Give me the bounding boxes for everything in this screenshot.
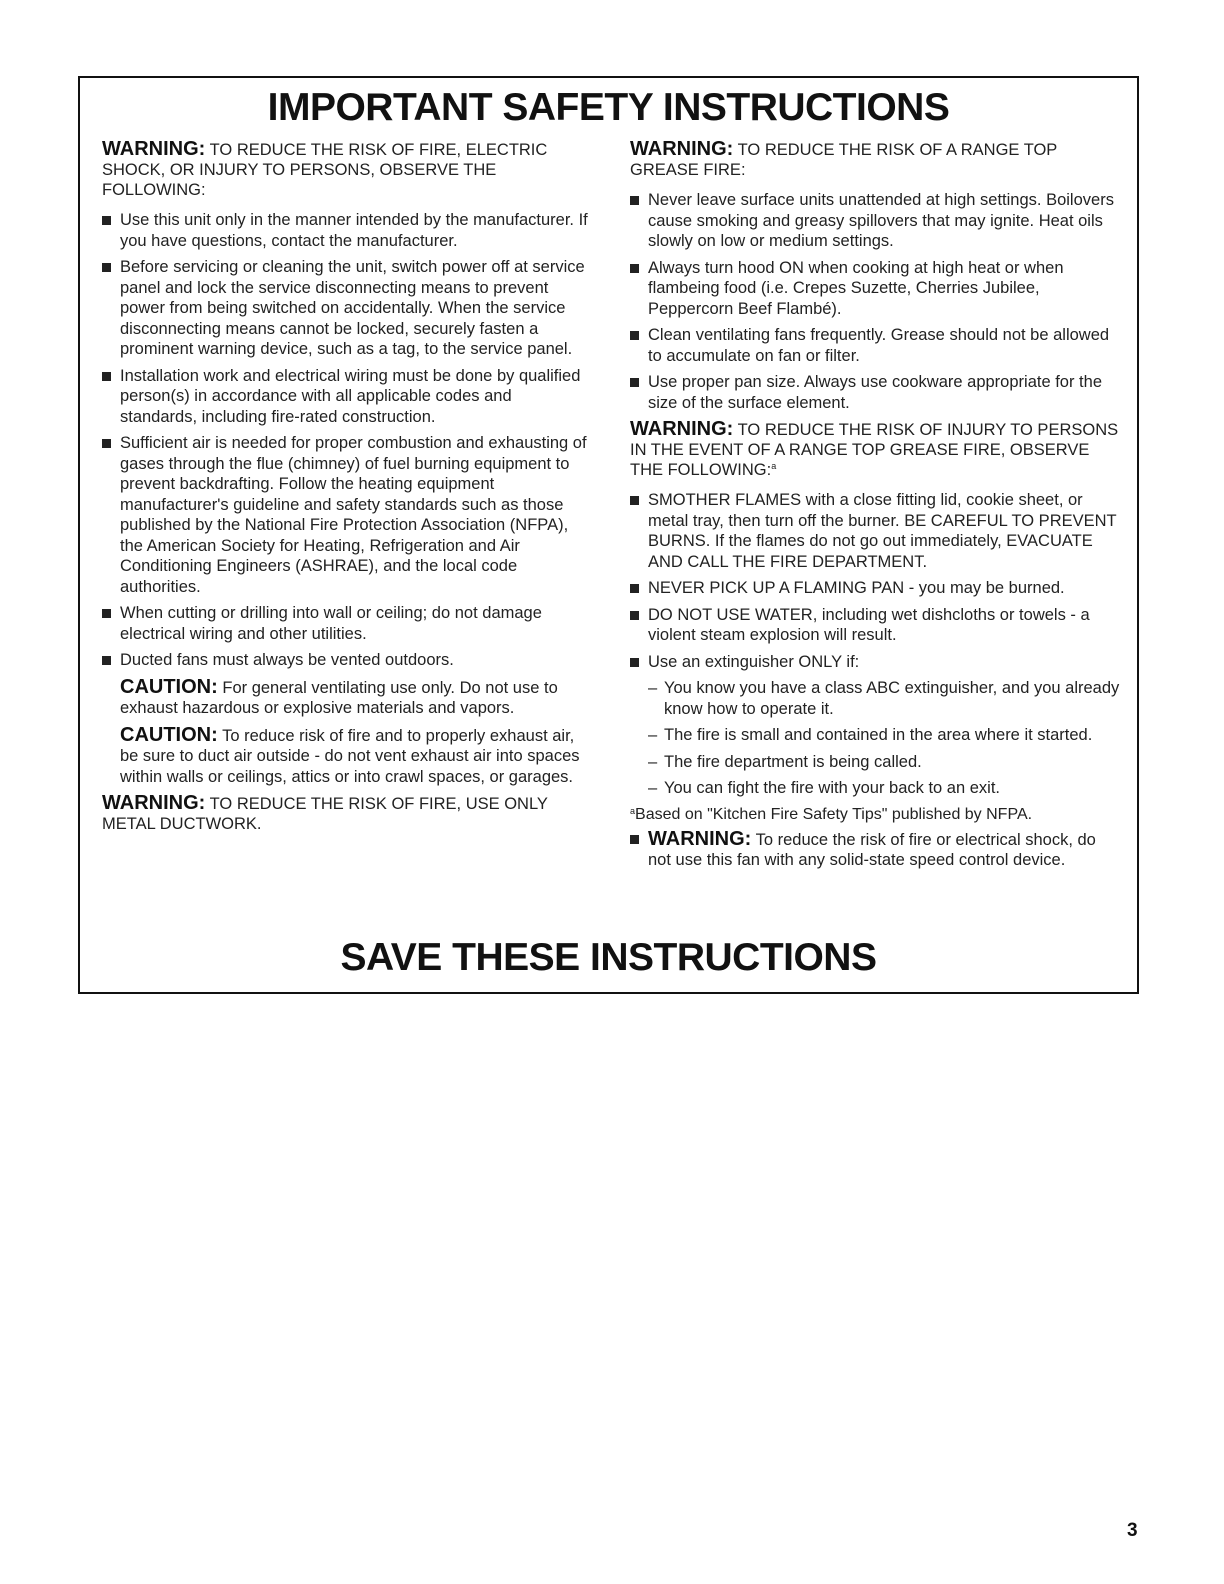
grease-fire-list	[630, 190, 1122, 413]
list-item-text: Use an extinguisher ONLY if:	[648, 652, 860, 671]
square-bullet-icon	[102, 439, 111, 448]
save-instructions-title: SAVE THESE INSTRUCTIONS	[340, 936, 877, 979]
list-item	[102, 257, 592, 360]
right-column	[630, 139, 1122, 877]
list-item	[630, 190, 1122, 252]
warning-label: WARNING:	[630, 418, 734, 440]
caution-duct-outside	[120, 725, 592, 788]
warning-text: TO REDUCE THE RISK OF INJURY TO PERSONS IN THE EVENT OF A RANGE TOP GREASE FIRE, OBSERVE THE FOLLOWING:	[630, 421, 1119, 479]
fire-response-list	[630, 490, 1122, 672]
list-item	[102, 210, 592, 251]
list-item	[630, 372, 1122, 413]
list-item	[630, 778, 1122, 799]
warning-label: WARNING:	[630, 138, 734, 160]
warning-text: TO REDUCE THE RISK OF FIRE, ELECTRIC SHOCK, OR INJURY TO PERSONS, OBSERVE THE FOLLOWING:	[102, 141, 548, 199]
warning-metal-ductwork	[102, 793, 592, 834]
speed-control-warning-list	[630, 829, 1122, 871]
square-bullet-icon	[630, 658, 639, 667]
list-item	[102, 603, 592, 644]
caution-general-use	[120, 677, 592, 719]
warning-label: WARNING:	[648, 827, 752, 850]
square-bullet-icon	[630, 331, 639, 340]
caution-text: For general ventilating use only. Do not use to exhaust hazardous or explosive materials and vapors.	[120, 678, 558, 717]
list-item	[102, 366, 592, 428]
footnote-marker: a	[630, 805, 636, 816]
list-item	[630, 829, 1122, 871]
list-item-text: Use proper pan size. Always use cookware appropriate for the size of the surface element.	[648, 373, 1102, 412]
square-bullet-icon	[102, 263, 111, 272]
warning-label: WARNING:	[102, 138, 206, 160]
safety-instructions-box	[78, 76, 1139, 994]
list-item	[630, 325, 1122, 366]
footnote	[630, 805, 1122, 825]
warning-label: WARNING:	[102, 792, 206, 814]
square-bullet-icon	[630, 378, 639, 387]
list-item	[630, 490, 1122, 572]
list-item-text: Installation work and electrical wiring must be done by qualified person(s) in accordance with all applicable codes and standards, including fire-rated construction.	[120, 366, 581, 426]
list-item-text: DO NOT USE WATER, including wet dishcloths or towels - a violent steam explosion will result.	[648, 605, 1090, 644]
list-item-text: Sufficient air is needed for proper combustion and exhausting of gases through the flue (chimney) of fuel burning equipment to prevent backdrafting. Follow the heating equipment manufacturer's guideline and safety standards such as those published by the National Fire Protection Association (NFPA), the American Society for Heating, Refrigeration and Air Conditioning Engineers (ASHRAE), and the local code authorities.	[120, 434, 587, 596]
list-item-text: Before servicing or cleaning the unit, switch power off at service panel and lock the service disconnecting means to prevent power from being switched on accidentally. When the service disconnecting means cannot be locked, securely fasten a prominent warning device, such as a tag, to the service panel.	[120, 258, 585, 358]
general-safety-list	[102, 210, 592, 671]
extinguisher-conditions-list	[630, 678, 1122, 799]
list-item-text: The fire is small and contained in the area where it started.	[664, 726, 1093, 744]
left-column	[102, 139, 592, 844]
list-item	[102, 433, 592, 597]
list-item	[102, 650, 592, 671]
dash-bullet: –	[648, 679, 658, 697]
square-bullet-icon	[630, 584, 639, 593]
list-item-text: Always turn hood ON when cooking at high heat or when flambeing food (i.e. Crepes Suzette, Cherries Jubilee, Peppercorn Beef Flambé).	[648, 258, 1064, 318]
caution-label: CAUTION:	[120, 675, 218, 698]
list-item	[630, 752, 1122, 773]
square-bullet-icon	[630, 496, 639, 505]
warning-text: TO REDUCE THE RISK OF FIRE, USE ONLY METAL DUCTWORK.	[102, 795, 548, 833]
square-bullet-icon	[630, 196, 639, 205]
dash-bullet: –	[648, 726, 658, 744]
caution-text: To reduce risk of fire and to properly exhaust air, be sure to duct air outside - do not vent exhaust air into spaces within walls or ceilings, attics or into crawl spaces, or garages.	[120, 726, 580, 786]
list-item-text: Ducted fans must always be vented outdoors.	[120, 651, 454, 669]
page-title: IMPORTANT SAFETY INSTRUCTIONS	[267, 86, 950, 129]
list-item-text: The fire department is being called.	[664, 752, 922, 771]
list-item-text: Clean ventilating fans frequently. Grease should not be allowed to accumulate on fan or filter.	[648, 326, 1110, 365]
square-bullet-icon	[102, 216, 111, 225]
list-item	[630, 578, 1122, 599]
list-item-text: Use this unit only in the manner intended by the manufacturer. If you have questions, contact the manufacturer.	[120, 211, 588, 250]
list-item	[630, 605, 1122, 646]
square-bullet-icon	[102, 372, 111, 381]
dash-bullet: –	[648, 752, 658, 771]
square-bullet-icon	[630, 835, 639, 844]
list-item-text: SMOTHER FLAMES with a close fitting lid, cookie sheet, or metal tray, then turn off the burner. BE CAREFUL TO PREVENT BURNS. If the flames do not go out immediately, EVACUATE AND CALL THE FIRE DEPARTMENT.	[648, 491, 1117, 571]
footnote-text: Based on "Kitchen Fire Safety Tips" published by NFPA.	[635, 805, 1033, 823]
square-bullet-icon	[630, 264, 639, 273]
square-bullet-icon	[102, 656, 111, 665]
list-item-text: You can fight the fire with your back to an exit.	[664, 779, 1001, 797]
square-bullet-icon	[102, 609, 111, 618]
list-item-text: Never leave surface units unattended at high settings. Boilovers cause smoking and greasy spillovers that may ignite. Heat oils slowly on low or medium settings.	[648, 191, 1114, 250]
warning-text: To reduce the risk of fire or electrical shock, do not use this fan with any solid-state speed control device.	[648, 830, 1096, 869]
list-item	[630, 678, 1122, 719]
list-item-text: When cutting or drilling into wall or ceiling; do not damage electrical wiring and other utilities.	[120, 604, 542, 643]
list-item-text: NEVER PICK UP A FLAMING PAN - you may be burned.	[648, 579, 1065, 597]
warning-grease-fire	[630, 139, 1122, 180]
warning-injury-grease-fire	[630, 419, 1122, 480]
warning-text: TO REDUCE THE RISK OF A RANGE TOP GREASE FIRE:	[630, 141, 1058, 179]
caution-label: CAUTION:	[120, 723, 218, 746]
square-bullet-icon	[630, 611, 639, 620]
footnote-marker: a	[771, 461, 777, 471]
list-item	[630, 725, 1122, 746]
list-item	[630, 258, 1122, 320]
dash-bullet: –	[648, 779, 658, 797]
page-number: 3	[1127, 1520, 1138, 1541]
list-item-text: You know you have a class ABC extinguisher, and you already know how to operate it.	[664, 679, 1120, 718]
list-item	[630, 652, 1122, 673]
warning-electric-shock	[102, 139, 592, 200]
